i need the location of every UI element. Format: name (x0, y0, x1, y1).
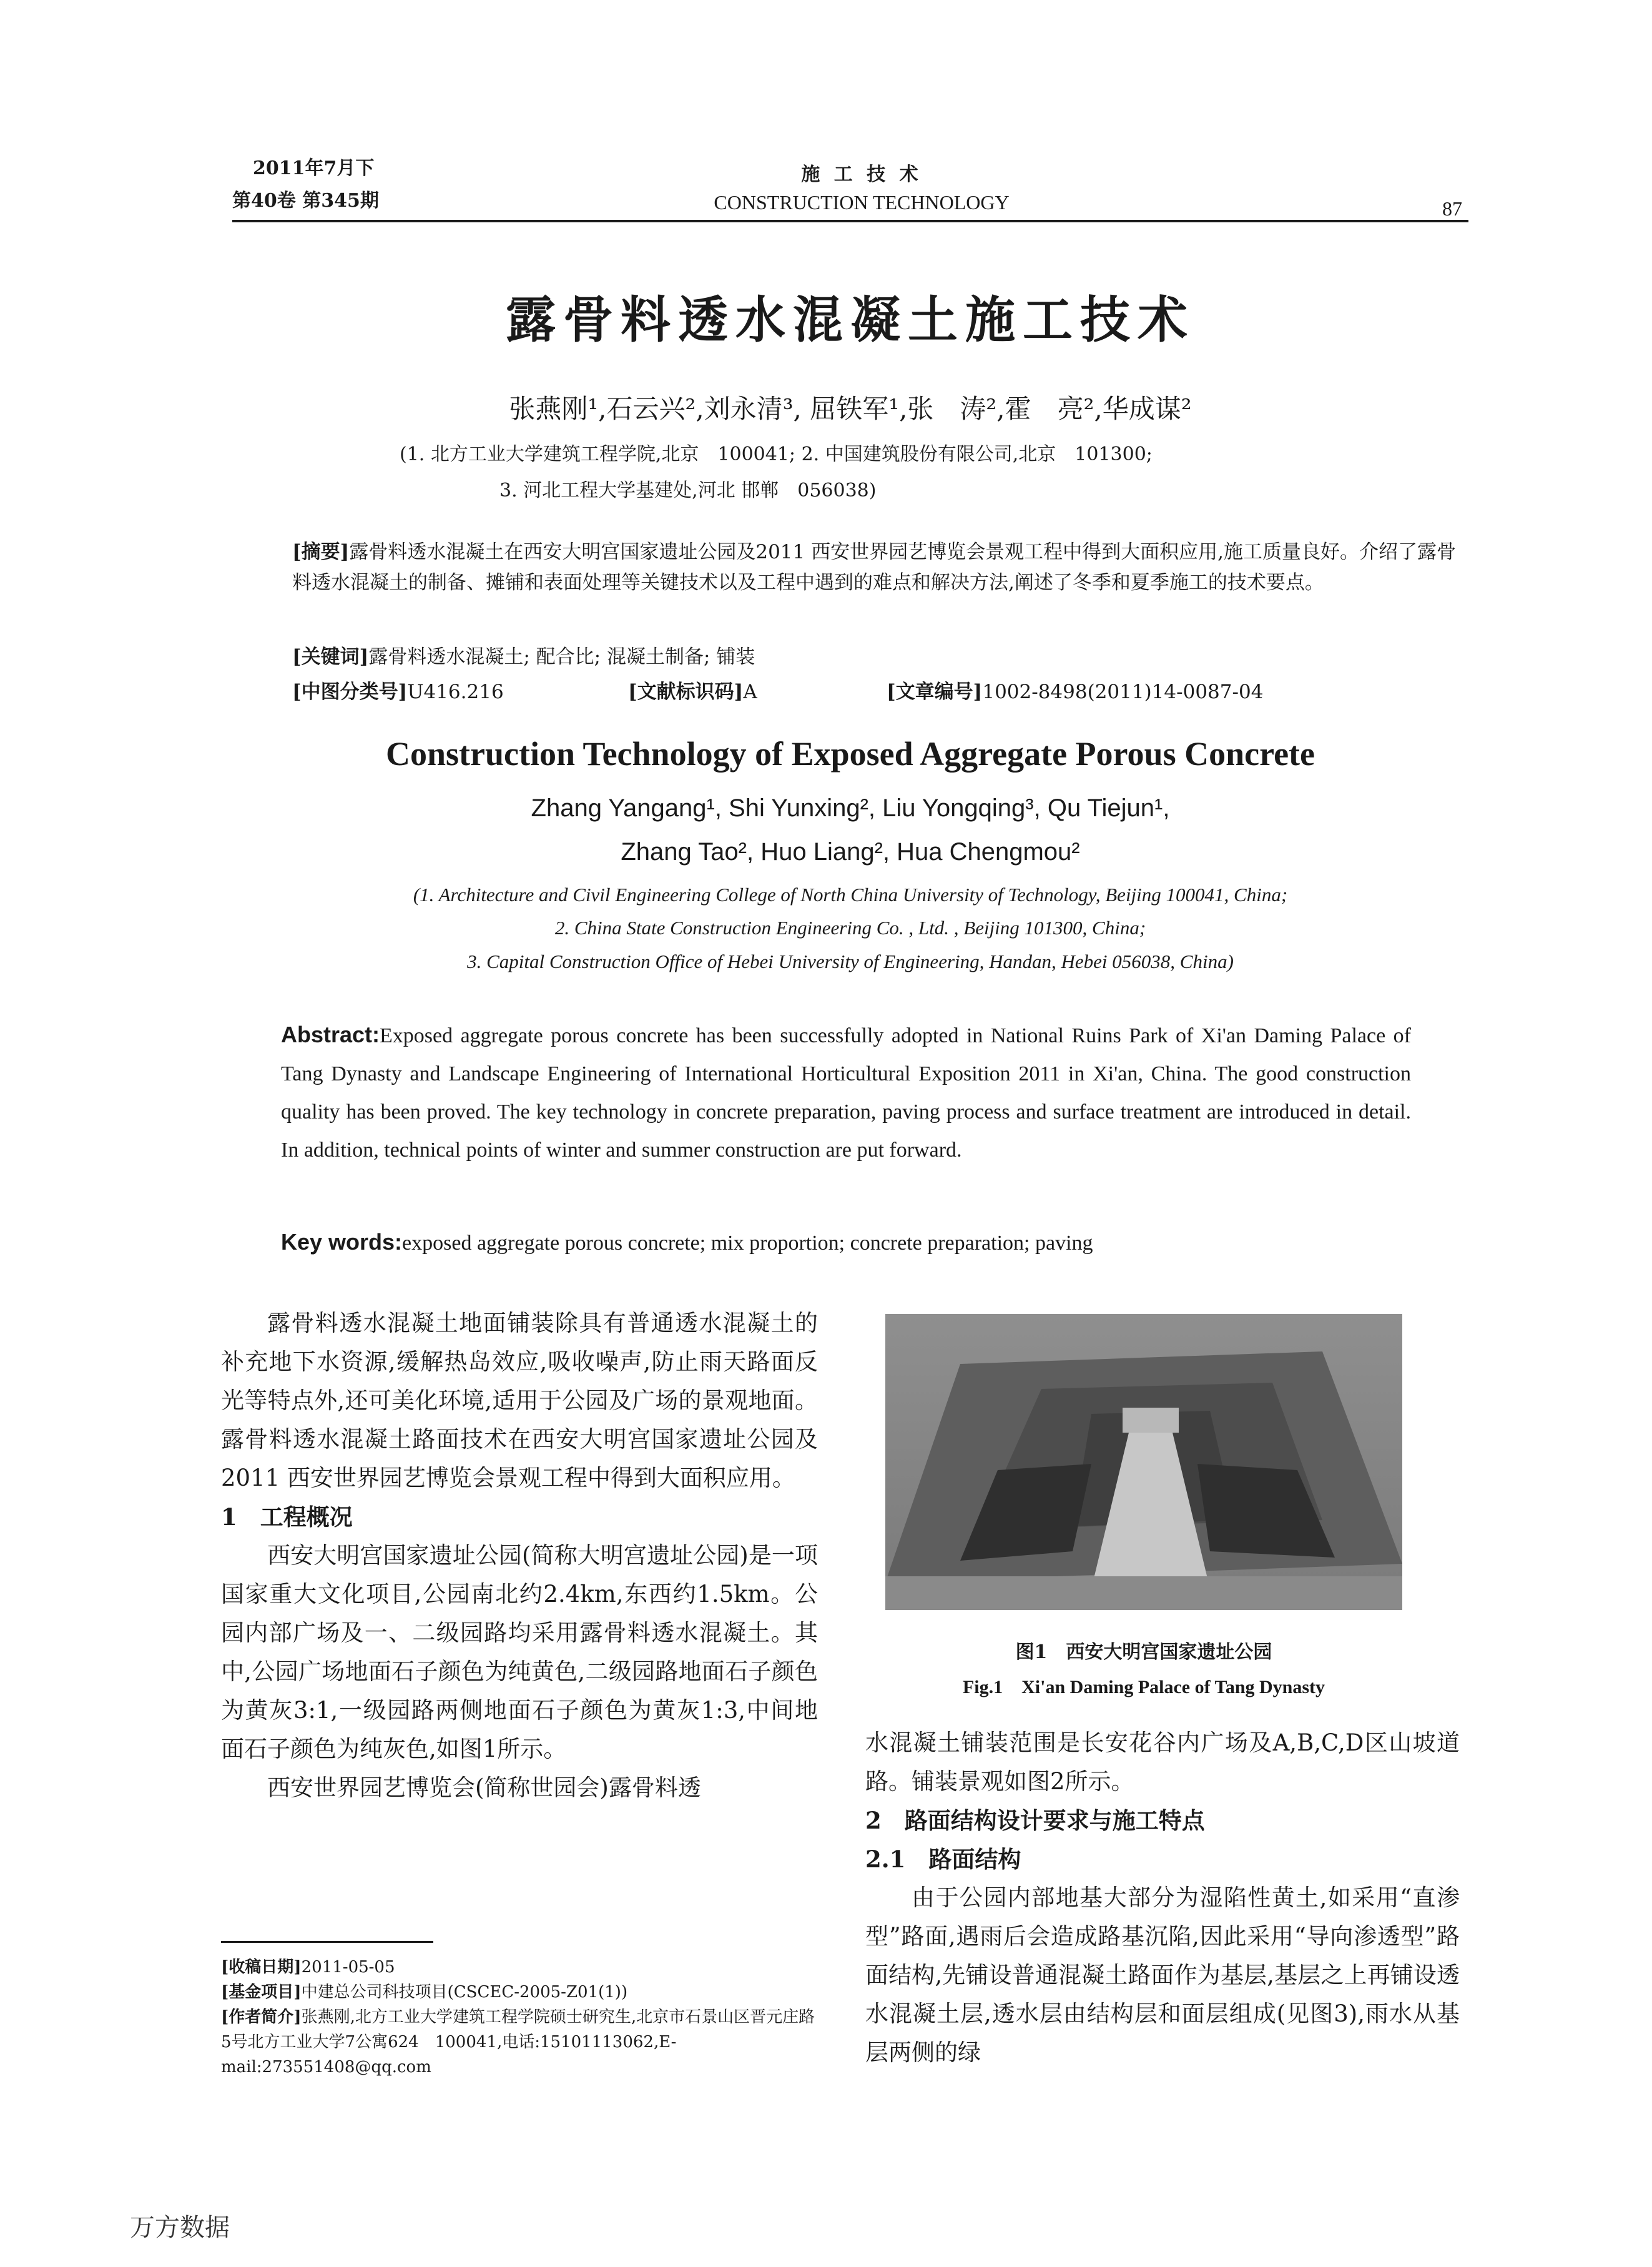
abstract-cn-label: [摘要] (292, 541, 350, 563)
authors-cn: 张燕刚¹,石云兴²,刘永清³, 屈铁军¹,张 涛²,霍 亮²,华成谋² (509, 393, 1192, 424)
doc-code-value: A (743, 681, 757, 703)
abstract-en (281, 1015, 1411, 1169)
article-no-label: [文章编号] (887, 681, 983, 703)
section-2-1-heading: 2.1 路面结构 (865, 1845, 1021, 1873)
abstract-cn-text: 露骨料透水混凝土在西安大明宫国家遗址公园及2011 西安世界园艺博览会景观工程中得到大面积应用,施工质量良好。介绍了露骨料透水混凝土的制备、摊铺和表面处理等关键技术以及工程中遇到的难点和解决方法,阐述了冬季和夏季施工的技术要点。 (292, 541, 1456, 594)
affiliation-en-3: 3. Capital Construction Office of Hebei University of Engineering, Handan, Hebei 056038, China) (467, 951, 1234, 972)
keywords-en (281, 1223, 1411, 1262)
affiliation-cn-2: 3. 河北工程大学基建处,河北 邯郸 056038) (499, 480, 877, 501)
header-rule (232, 220, 1468, 222)
abstract-en-label: Abstract: (281, 1022, 380, 1047)
authors-en-1: Zhang Yangang¹, Shi Yunxing², Liu Yongqing³, Qu Tiejun¹, (531, 794, 1170, 822)
header-journal-en: CONSTRUCTION TECHNOLOGY (714, 191, 1010, 214)
footnote-funding: [基金项目]中建总公司科技项目(CSCEC-2005-Z01(1)) (221, 1983, 628, 2002)
keywords-en-text: exposed aggregate porous concrete; mix proportion; concrete preparation; paving (402, 1232, 1093, 1255)
keywords-cn (292, 642, 1460, 673)
palace-aerial-photo (885, 1314, 1402, 1610)
footnote-author: [作者简介]张燕刚,北方工业大学建筑工程学院硕士研究生,北京市石景山区晋元庄路5号北方工业大学7公寓624 100041,电话:15101113062,E-mail:273551408@qq.com (221, 2008, 815, 2077)
affiliation-cn-1: (1. 北方工业大学建筑工程学院,北京 100041; 2. 中国建筑股份有限公司,北京 101300; (400, 443, 1153, 465)
article-no-value: 1002-8498(2011)14-0087-04 (982, 681, 1264, 703)
classification-row (292, 677, 1460, 708)
footnote-rule (221, 1941, 433, 1943)
clc-value: U416.216 (407, 681, 504, 703)
right-continuation: 水混凝土铺装范围是长安花谷内广场及A,B,C,D区山坡道路。铺装景观如图2所示。 (865, 1729, 1460, 1795)
section-2-heading: 2 路面结构设计要求与施工特点 (865, 1807, 1205, 1834)
section-2-1-paragraph: 由于公园内部地基大部分为湿陷性黄土,如采用“直渗型”路面,遇雨后会造成路基沉陷,因此采用“导向渗透型”路面结构,先铺设普通混凝土路面作为基层,基层之上再铺设透水混凝土层,透水层由结构层和面层组成(见图3),雨水从基层两侧的绿 (865, 1884, 1460, 2066)
page-number: 87 (1442, 197, 1462, 220)
abstract-cn (292, 537, 1460, 598)
authors-en-2: Zhang Tao², Huo Liang², Hua Chengmou² (621, 838, 1080, 866)
clc-label: [中图分类号] (292, 681, 408, 703)
title-en: Construction Technology of Exposed Aggregate Porous Concrete (385, 735, 1315, 773)
figure-1-caption-cn: 图1 西安大明宫国家遗址公园 (1015, 1641, 1272, 1663)
keywords-en-label: Key words: (281, 1229, 403, 1255)
watermark: 万方数据 (130, 2213, 230, 2242)
left-column (221, 1304, 818, 1807)
section-1-paragraph-2: 西安世界园艺博览会(简称世园会)露骨料透 (267, 1774, 701, 1801)
header-issue: 第40卷 第345期 (232, 190, 379, 212)
right-column (865, 1724, 1460, 2072)
footnotes (221, 1955, 820, 2080)
header-date: 2011年7月下 (253, 157, 375, 179)
intro-paragraph: 露骨料透水混凝土地面铺装除具有普通透水混凝土的补充地下水资源,缓解热岛效应,吸收噪声,防止雨天路面反光等特点外,还可美化环境,适用于公园及广场的景观地面。露骨料透水混凝土路面技术在西安大明宫国家遗址公园及2011 西安世界园艺博览会景观工程中得到大面积应用。 (221, 1310, 818, 1491)
footnote-received: [收稿日期]2011-05-05 (221, 1958, 395, 1977)
header-journal-cn: 施 工 技 术 (801, 164, 922, 185)
section-1-heading: 1 工程概况 (221, 1503, 353, 1531)
doc-code-label: [文献标识码] (628, 681, 744, 703)
affiliation-en-1: (1. Architecture and Civil Engineering College of North China University of Technology, Beijing 100041, China; (413, 884, 1288, 906)
section-1-paragraph: 西安大明宫国家遗址公园(简称大明宫遗址公园)是一项国家重大文化项目,公园南北约2.4km,东西约1.5km。公园内部广场及一、二级园路均采用露骨料透水混凝土。其中,公园广场地面石子颜色为纯黄色,二级园路地面石子颜色为黄灰3:1,一级园路两侧地面石子颜色为黄灰1:3,中间地面石子颜色为纯灰色,如图1所示。 (221, 1542, 818, 1762)
keywords-cn-label: [关键词] (292, 646, 369, 668)
figure-1-caption-en: Fig.1 Xi'an Daming Palace of Tang Dynasty (962, 1677, 1325, 1697)
figure-1-image (885, 1314, 1402, 1610)
abstract-en-text: Exposed aggregate porous concrete has been successfully adopted in National Ruins Park of Xi'an Daming Palace of Tang Dynasty and Landscape Engineering of International Horticultural Exposition 2011 in Xi'an, China. The good construction quality has been proved. The key technology in concrete preparation, paving process and surface treatment are introduced in detail. In addition, technical points of winter and summer construction are put forward. (281, 1024, 1411, 1162)
page-title: 露骨料透水混凝土施工技术 (506, 290, 1195, 349)
affiliation-en-2: 2. China State Construction Engineering Co. , Ltd. , Beijing 101300, China; (554, 917, 1146, 939)
keywords-cn-text: 露骨料透水混凝土; 配合比; 混凝土制备; 铺装 (368, 646, 755, 668)
